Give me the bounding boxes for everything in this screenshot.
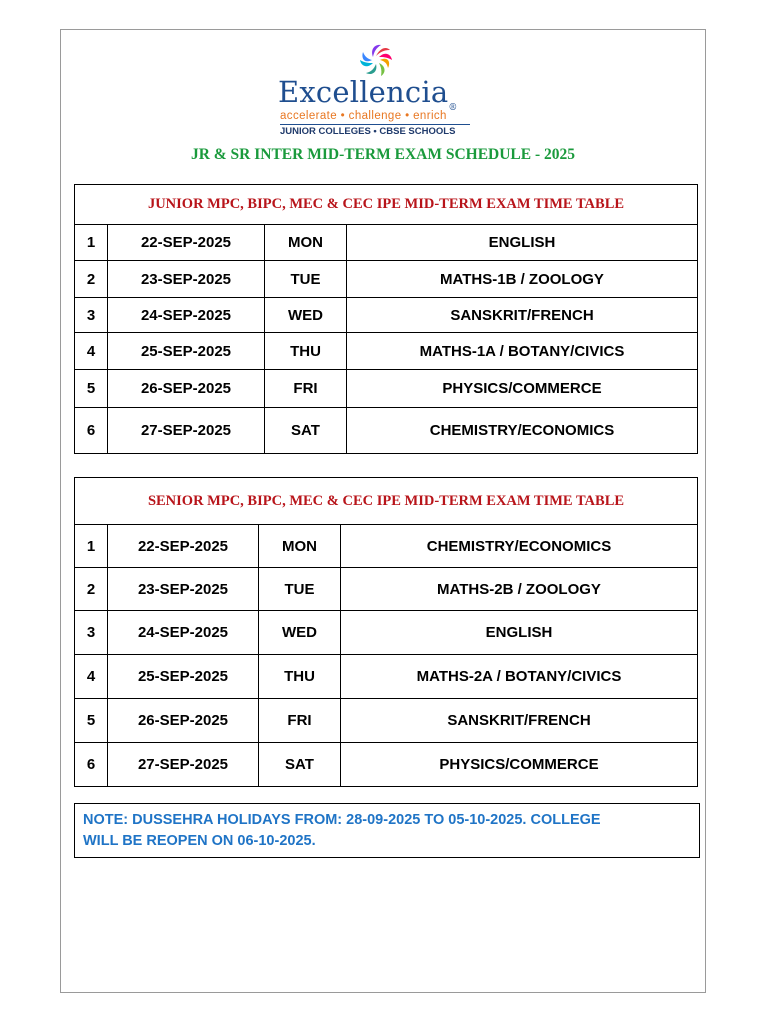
cell-date: 23-SEP-2025	[108, 261, 265, 298]
table-row	[75, 611, 698, 655]
tagline-divider	[280, 124, 470, 125]
cell-no: 5	[75, 370, 108, 408]
table-row	[75, 568, 698, 611]
table-row	[75, 298, 698, 333]
cell-subject: CHEMISTRY/ECONOMICS	[347, 408, 698, 454]
cell-day: TUE	[265, 261, 347, 298]
schedule-title: JR & SR INTER MID-TERM EXAM SCHEDULE - 2025	[190, 146, 576, 163]
table-row	[75, 699, 698, 743]
table-row	[75, 225, 698, 261]
cell-no: 4	[75, 333, 108, 370]
cell-no: 4	[75, 655, 108, 699]
table-row	[75, 525, 698, 568]
table-row	[75, 261, 698, 298]
cell-subject: CHEMISTRY/ECONOMICS	[341, 525, 698, 568]
swirl-logo-icon	[358, 42, 394, 78]
cell-date: 25-SEP-2025	[108, 655, 259, 699]
table-row	[75, 333, 698, 370]
cell-date: 26-SEP-2025	[108, 699, 259, 743]
cell-no: 2	[75, 568, 108, 611]
cell-day: MON	[265, 225, 347, 261]
cell-date: 27-SEP-2025	[108, 743, 259, 787]
cell-no: 5	[75, 699, 108, 743]
brand-name: Excellencia®	[278, 75, 458, 113]
cell-day: SAT	[265, 408, 347, 454]
table-row	[75, 655, 698, 699]
cell-subject: ENGLISH	[347, 225, 698, 261]
cell-date: 24-SEP-2025	[108, 611, 259, 655]
cell-day: TUE	[259, 568, 341, 611]
cell-date: 24-SEP-2025	[108, 298, 265, 333]
cell-date: 22-SEP-2025	[108, 525, 259, 568]
cell-no: 1	[75, 525, 108, 568]
table-row	[75, 743, 698, 787]
cell-subject: MATHS-1A / BOTANY/CIVICS	[347, 333, 698, 370]
senior-timetable	[74, 477, 698, 787]
cell-day: THU	[265, 333, 347, 370]
cell-date: 26-SEP-2025	[108, 370, 265, 408]
cell-day: FRI	[259, 699, 341, 743]
holiday-note	[74, 803, 700, 858]
cell-subject: ENGLISH	[341, 611, 698, 655]
junior-timetable	[74, 184, 698, 454]
table-row	[75, 408, 698, 454]
cell-day: MON	[259, 525, 341, 568]
excellencia-logo	[278, 42, 478, 138]
cell-no: 3	[75, 298, 108, 333]
cell-day: THU	[259, 655, 341, 699]
cell-subject: PHYSICS/COMMERCE	[347, 370, 698, 408]
table-row	[75, 370, 698, 408]
cell-no: 2	[75, 261, 108, 298]
cell-date: 27-SEP-2025	[108, 408, 265, 454]
cell-subject: MATHS-2A / BOTANY/CIVICS	[341, 655, 698, 699]
cell-subject: SANSKRIT/FRENCH	[341, 699, 698, 743]
cell-no: 6	[75, 743, 108, 787]
cell-no: 1	[75, 225, 108, 261]
cell-day: SAT	[259, 743, 341, 787]
cell-date: 25-SEP-2025	[108, 333, 265, 370]
cell-no: 6	[75, 408, 108, 454]
brand-subline: JUNIOR COLLEGES • CBSE SCHOOLS	[280, 126, 456, 137]
cell-day: WED	[259, 611, 341, 655]
holiday-note-line-1: NOTE: DUSSEHRA HOLIDAYS FROM: 28-09-2025 TO 05-10-2025. COLLEGE	[83, 812, 601, 828]
cell-subject: PHYSICS/COMMERCE	[341, 743, 698, 787]
senior-table-heading: SENIOR MPC, BIPC, MEC & CEC IPE MID-TERM EXAM TIME TABLE	[75, 478, 698, 525]
cell-day: WED	[265, 298, 347, 333]
cell-day: FRI	[265, 370, 347, 408]
cell-date: 23-SEP-2025	[108, 568, 259, 611]
brand-tagline: accelerate • challenge • enrich	[280, 110, 447, 122]
junior-table-heading: JUNIOR MPC, BIPC, MEC & CEC IPE MID-TERM EXAM TIME TABLE	[75, 185, 698, 225]
cell-subject: MATHS-2B / ZOOLOGY	[341, 568, 698, 611]
cell-no: 3	[75, 611, 108, 655]
cell-subject: SANSKRIT/FRENCH	[347, 298, 698, 333]
cell-subject: MATHS-1B / ZOOLOGY	[347, 261, 698, 298]
holiday-note-line-2: WILL BE REOPEN ON 06-10-2025.	[83, 833, 316, 849]
cell-date: 22-SEP-2025	[108, 225, 265, 261]
